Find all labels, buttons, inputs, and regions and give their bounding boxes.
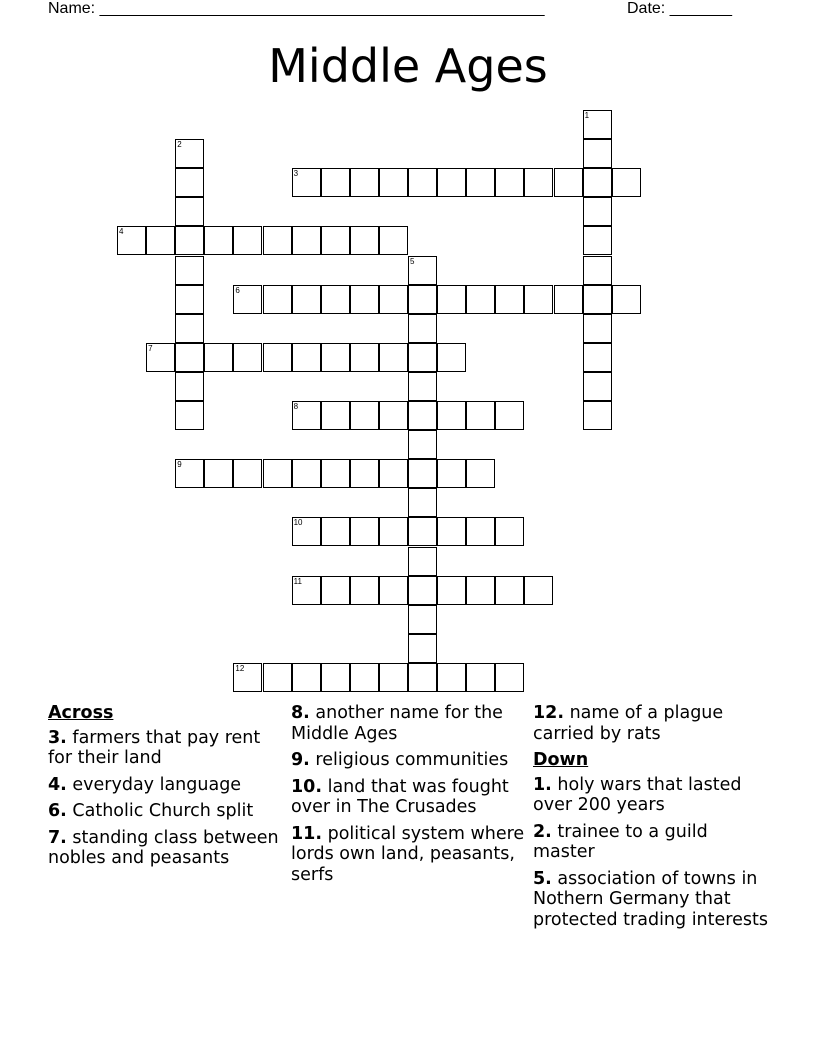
crossword-cell[interactable]	[583, 401, 612, 430]
crossword-cell[interactable]	[583, 197, 612, 226]
crossword-cell[interactable]	[583, 314, 612, 343]
name-blank[interactable]: __________________________________________________	[99, 0, 545, 17]
clue-text: holy wars that lasted over 200 years	[533, 774, 742, 815]
clue-across-7	[48, 828, 284, 869]
crossword-cell[interactable]	[379, 343, 408, 372]
clue-number: 7.	[48, 827, 67, 848]
crossword-cell[interactable]	[292, 663, 321, 692]
crossword-cell[interactable]	[350, 226, 379, 255]
name-label: Name:	[48, 0, 96, 17]
crossword-cell[interactable]	[495, 285, 524, 314]
crossword-cell[interactable]	[263, 343, 292, 372]
clue-text: trainee to a guild master	[533, 821, 708, 862]
crossword-cell[interactable]	[583, 372, 612, 401]
clue-text: name of a plague carried by rats	[533, 703, 724, 744]
clue-across-12	[533, 703, 773, 744]
cell-number: 5	[410, 256, 415, 266]
crossword-cell[interactable]	[495, 517, 524, 546]
crossword-cell[interactable]	[379, 401, 408, 430]
cell-number: 3	[293, 169, 299, 179]
page-title: Middle Ages	[268, 39, 548, 93]
clue-text: farmers that pay rent for their land	[48, 727, 261, 768]
clue-text: another name for the Middle Ages	[291, 703, 503, 744]
date-blank[interactable]: _______	[669, 0, 732, 17]
crossword-cell[interactable]	[292, 576, 321, 605]
clue-text: Catholic Church split	[72, 801, 254, 821]
clue-number: 11.	[291, 823, 323, 844]
clue-across-8	[291, 703, 527, 744]
crossword-cell[interactable]	[350, 459, 379, 488]
crossword-cell[interactable]	[263, 226, 292, 255]
crossword-cell[interactable]	[350, 576, 379, 605]
crossword-cell[interactable]	[437, 517, 466, 546]
crossword-cell[interactable]	[321, 226, 350, 255]
crossword-cell[interactable]	[583, 168, 612, 197]
crossword-cell[interactable]	[233, 285, 262, 314]
crossword-cell[interactable]	[350, 517, 379, 546]
clue-number: 5.	[533, 868, 552, 889]
clues-column-2	[291, 703, 527, 891]
clue-text: religious communities	[315, 750, 509, 770]
crossword-cell[interactable]	[583, 110, 612, 139]
clue-across-11	[291, 824, 527, 886]
crossword-cell[interactable]	[437, 285, 466, 314]
cell-number: 2	[177, 140, 182, 150]
crossword-cell[interactable]	[408, 256, 437, 285]
clue-text: political system where lords own land, peasants, serfs	[291, 823, 525, 885]
crossword-cell[interactable]	[583, 139, 612, 168]
crossword-cell[interactable]	[350, 663, 379, 692]
cell-number: 9	[177, 460, 182, 470]
crossword-cell[interactable]	[408, 314, 437, 343]
crossword-cell[interactable]	[146, 343, 175, 372]
cell-number: 1	[584, 111, 590, 120]
crossword-cell[interactable]	[408, 372, 437, 401]
crossword-cell[interactable]	[117, 226, 146, 255]
crossword-cell[interactable]	[350, 343, 379, 372]
crossword-cell[interactable]	[321, 663, 350, 692]
crossword-cell[interactable]	[233, 663, 262, 692]
cell-number: 8	[293, 402, 299, 411]
clue-text: land that was fought over in The Crusades	[291, 776, 509, 817]
clue-text: standing class between nobles and peasants	[48, 827, 279, 868]
crossword-cell[interactable]	[466, 663, 495, 692]
crossword-cell[interactable]	[583, 285, 612, 314]
crossword-cell[interactable]	[350, 168, 379, 197]
clue-across-10	[291, 777, 527, 818]
clue-number: 8.	[291, 703, 310, 723]
clue-down-2	[533, 822, 773, 863]
crossword-cell[interactable]	[466, 576, 495, 605]
crossword-cell[interactable]	[583, 256, 612, 285]
header-line	[48, 0, 748, 20]
crossword-cell[interactable]	[379, 285, 408, 314]
crossword-cell[interactable]	[408, 517, 437, 546]
crossword-cell[interactable]	[379, 226, 408, 255]
clue-number: 10.	[291, 776, 323, 797]
crossword-cell[interactable]	[321, 517, 350, 546]
crossword-cell[interactable]	[379, 517, 408, 546]
crossword-cell[interactable]	[379, 459, 408, 488]
crossword-cell[interactable]	[263, 459, 292, 488]
clue-down-5	[533, 869, 773, 931]
cell-number: 12	[235, 663, 245, 673]
crossword-cell[interactable]	[379, 663, 408, 692]
crossword-cell[interactable]	[379, 576, 408, 605]
crossword-cell[interactable]	[292, 459, 321, 488]
crossword-cell[interactable]	[175, 139, 204, 168]
crossword-cell[interactable]	[321, 343, 350, 372]
crossword-cell[interactable]	[350, 285, 379, 314]
crossword-cell[interactable]	[233, 343, 262, 372]
crossword-cell[interactable]	[175, 314, 204, 343]
crossword-cell[interactable]	[233, 226, 262, 255]
crossword-cell[interactable]	[146, 226, 175, 255]
crossword-cell[interactable]	[408, 576, 437, 605]
crossword-cell[interactable]	[554, 285, 583, 314]
crossword-cell[interactable]	[408, 488, 437, 517]
across-heading: Across	[48, 703, 114, 723]
crossword-cell[interactable]	[233, 459, 262, 488]
clue-number: 9.	[291, 750, 310, 770]
crossword-cell[interactable]	[612, 168, 641, 197]
crossword-cell[interactable]	[408, 634, 437, 663]
clue-across-6	[48, 801, 284, 822]
crossword-cell[interactable]	[204, 226, 233, 255]
date-label: Date:	[627, 0, 666, 17]
crossword-cell[interactable]	[292, 517, 321, 546]
crossword-cell[interactable]	[408, 430, 437, 459]
crossword-cell[interactable]	[263, 285, 292, 314]
crossword-cell[interactable]	[583, 226, 612, 255]
crossword-cell[interactable]	[321, 576, 350, 605]
cell-number: 7	[148, 343, 153, 353]
crossword-cell[interactable]	[204, 343, 233, 372]
crossword-cell[interactable]	[321, 401, 350, 430]
crossword-cell[interactable]	[583, 343, 612, 372]
crossword-cell[interactable]	[292, 401, 321, 430]
crossword-cell[interactable]	[524, 576, 553, 605]
crossword-cell[interactable]	[175, 401, 204, 430]
crossword-cell[interactable]	[175, 459, 204, 488]
crossword-cell[interactable]	[408, 168, 437, 197]
date-group	[627, 0, 732, 18]
crossword-cell[interactable]	[321, 285, 350, 314]
crossword-cell[interactable]	[466, 459, 495, 488]
clue-number: 3.	[48, 727, 67, 748]
clue-number: 1.	[533, 774, 552, 795]
cell-number: 11	[293, 576, 302, 586]
clues-column-3	[533, 703, 773, 936]
crossword-cell[interactable]	[495, 401, 524, 430]
clue-number: 4.	[48, 774, 67, 795]
crossword-cell[interactable]	[175, 197, 204, 226]
clue-text: everyday language	[72, 774, 242, 795]
crossword-cell[interactable]	[175, 168, 204, 197]
crossword-cell[interactable]	[466, 168, 495, 197]
crossword-cell[interactable]	[437, 459, 466, 488]
crossword-cell[interactable]	[321, 168, 350, 197]
crossword-cell[interactable]	[524, 168, 553, 197]
clue-across-3	[48, 728, 284, 769]
clue-number: 6.	[48, 801, 67, 821]
crossword-cell[interactable]	[612, 285, 641, 314]
crossword-cell[interactable]	[175, 256, 204, 285]
crossword-cell[interactable]	[466, 285, 495, 314]
down-heading: Down	[533, 750, 589, 770]
clue-number: 12.	[533, 703, 565, 723]
crossword-cell[interactable]	[408, 663, 437, 692]
crossword-cell[interactable]	[437, 663, 466, 692]
crossword-cell[interactable]	[292, 343, 321, 372]
crossword-cell[interactable]	[408, 401, 437, 430]
crossword-cell[interactable]	[204, 459, 233, 488]
cell-number: 6	[235, 285, 240, 295]
crossword-cell[interactable]	[379, 168, 408, 197]
clues-column-1	[48, 703, 284, 875]
crossword-cell[interactable]	[437, 576, 466, 605]
crossword-cell[interactable]	[495, 168, 524, 197]
crossword-cell[interactable]	[554, 168, 583, 197]
crossword-cell[interactable]	[437, 343, 466, 372]
clue-across-9	[291, 750, 527, 771]
crossword-cell[interactable]	[408, 547, 437, 576]
crossword-cell[interactable]	[437, 168, 466, 197]
crossword-cell[interactable]	[495, 663, 524, 692]
crossword-cell[interactable]	[292, 168, 321, 197]
crossword-cell[interactable]	[437, 401, 466, 430]
crossword-cell[interactable]	[350, 401, 379, 430]
crossword-cell[interactable]	[524, 285, 553, 314]
cell-number: 4	[119, 227, 124, 237]
crossword-cell[interactable]	[175, 226, 204, 255]
crossword-cell[interactable]	[321, 459, 350, 488]
crossword-cell[interactable]	[408, 459, 437, 488]
crossword-cell[interactable]	[408, 605, 437, 634]
clue-across-4	[48, 775, 284, 796]
crossword-cell[interactable]	[408, 343, 437, 372]
crossword-cell[interactable]	[292, 226, 321, 255]
cell-number: 10	[293, 518, 303, 528]
crossword-cell[interactable]	[175, 372, 204, 401]
crossword-cell[interactable]	[466, 517, 495, 546]
crossword-cell[interactable]	[263, 663, 292, 692]
crossword-cell[interactable]	[292, 285, 321, 314]
clue-down-1	[533, 775, 773, 816]
crossword-cell[interactable]	[175, 343, 204, 372]
clue-text: association of towns in Nothern Germany that protected trading interests	[533, 868, 768, 930]
crossword-cell[interactable]	[466, 401, 495, 430]
clue-number: 2.	[533, 821, 552, 842]
crossword-cell[interactable]	[408, 285, 437, 314]
crossword-cell[interactable]	[175, 285, 204, 314]
crossword-cell[interactable]	[495, 576, 524, 605]
